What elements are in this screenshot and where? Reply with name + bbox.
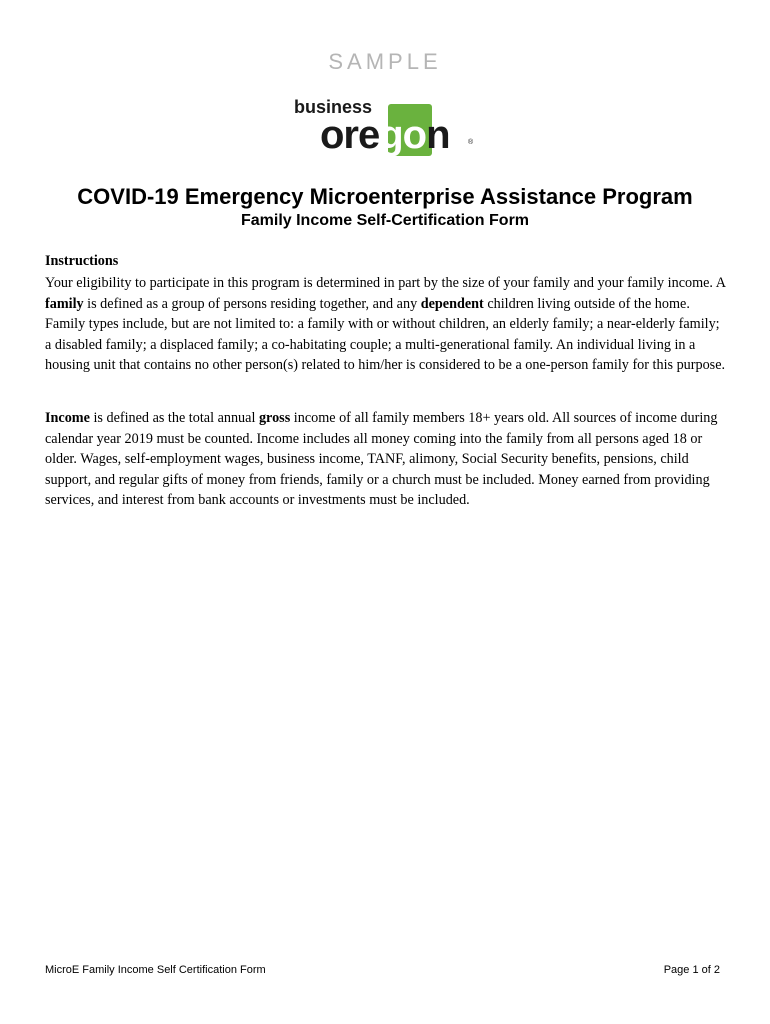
para1-text-3: children living outside of the home. Family types include, but are not limited to: a family with or without children, an elderly family; a near-elderly family; a disabled family; a displaced family; a co-habitating couple; a multi-generational family. An individual living in a housing unit that contains no other person(s) related to him/her is considered to be a one-person family for this purpose. — [45, 295, 726, 374]
income-definition-paragraph — [45, 408, 728, 511]
logo-oregon-part2: go — [379, 113, 427, 157]
page-title: COVID-19 Emergency Microenterprise Assistance Program — [77, 184, 693, 209]
para2-text-1: is defined as the total annual — [89, 410, 259, 426]
sample-watermark: SAMPLE — [328, 49, 442, 74]
para1-bold-dependent: dependent — [420, 295, 484, 312]
para1-text-1: Your eligibility to participate in this program is determined in part by the size of your family and your family income. A — [45, 275, 726, 291]
para1-bold-family: family — [45, 295, 84, 312]
para2-bold-gross: gross — [258, 410, 291, 426]
page-subtitle: Family Income Self-Certification Form — [240, 212, 530, 229]
logo-oregon-part1: ore — [320, 113, 380, 157]
footer-page-number: Page 1 of 2 — [663, 964, 720, 976]
logo-word-oregon — [320, 113, 450, 157]
family-definition-paragraph — [45, 273, 728, 376]
para2-text-2: income of all family members 18+ years old. All sources of income during calendar year 2019 must be counted. Income includes all money coming into the family from all persons aged 18 or older. Wages, self-employment wages, business income, TANF, alimony, Social Security benefits, pensions, child support, and regular gifts of money from friends, family or a church must be included. Money earned from providing services, and interest from bank accounts or investments must be included. — [45, 410, 718, 509]
footer-form-name: MicroE Family Income Self Certification Form — [45, 964, 266, 976]
instructions-heading: Instructions — [45, 253, 119, 269]
business-oregon-logo — [290, 96, 490, 160]
para1-text-2: is defined as a group of persons residing together, and any — [83, 295, 421, 312]
para2-bold-income: Income — [45, 410, 90, 426]
logo-trademark: ® — [468, 139, 474, 146]
logo-word-business: business — [294, 97, 373, 117]
logo-oregon-part3: n — [426, 113, 450, 157]
